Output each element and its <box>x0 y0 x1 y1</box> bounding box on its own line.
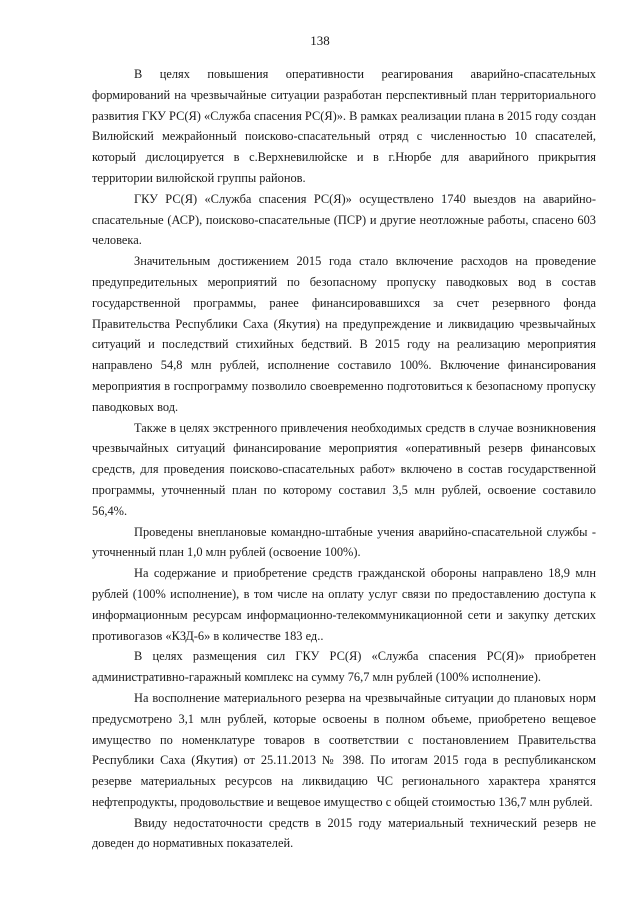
paragraph-rescue-development-plan: В целях повышения оперативности реагирования аварийно-спасательных формирований на чрезвычайные ситуации разработан перспективный план территориального развития ГКУ РС(Я) «Служба спасения РС(Я)». В рамках реализации плана в 2015 году создан Вилюйский межрайонный поисково-спасательный отряд с численностью 10 спасателей, который дислоцируется в с.Верхневилюйске и в г.Нюрбе для аварийного прикрытия территории вилюйской группы районов. <box>92 67 596 185</box>
paragraph-flood-prevention-funding: Значительным достижением 2015 года стало включение расходов на проведение предупредительных мероприятий по безопасному пропуску паводковых вод в состав государственной программы, ранее финансировавшихся за счет резервного фонда Правительства Республики Саха (Якутия) на предупреждение и ликвидацию чрезвычайных ситуаций и последствий стихийных бедствий. В 2015 году на реализацию мероприятия направлено 54,8 млн рублей, исполнение составило 100%. Включение финансирования мероприятия в госпрограмму позволило своевременно подготовиться к безопасному пропуску паводковых вод. <box>92 254 596 414</box>
paragraph-garage-complex: В целях размещения сил ГКУ РС(Я) «Служба спасения РС(Я)» приобретен административно-гаражный комплекс на сумму 76,7 млн рублей (100% исполнение). <box>92 649 596 685</box>
document-body <box>92 64 596 854</box>
paragraph-rescue-operations-count: ГКУ РС(Я) «Служба спасения РС(Я)» осуществлено 1740 выездов на аварийно-спасательные (АСР), поисково-спасательные (ПСР) и другие неотложные работы, спасено 603 человека. <box>92 191 596 248</box>
paragraph-material-reserve: На восполнение материального резерва на чрезвычайные ситуации до плановых норм предусмотрено 3,1 млн рублей, которые освоены в полном объеме, приобретено вещевое имущество по номенклатуре товаров в соответствии с постановлением Правительства Республики Саха (Якутия) от 25.11.2013 № 398. По итогам 2015 года в республиканском резерве материальных ресурсов на ликвидацию ЧС регионального характера хранятся нефтепродукты, продовольствие и вещевое имущество с общей стоимостью 136,7 млн рублей. <box>92 690 596 809</box>
paragraph-operational-reserve: Также в целях экстренного привлечения необходимых средств в случае возникновения чрезвычайных ситуаций финансирование мероприятия «оперативный резерв финансовых средств, для проведения поисково-спасательных работ» включено в состав государственной программы, уточненный план по которому составил 3,5 млн рублей, освоение составило 56,4%. <box>92 420 596 518</box>
paragraph-command-exercises: Проведены внеплановые командно-штабные учения аварийно-спасательной службы - уточненный план 1,0 млн рублей (освоение 100%). <box>92 524 596 560</box>
page-number: 138 <box>310 33 330 48</box>
paragraph-civil-defense-funding: На содержание и приобретение средств гражданской обороны направлено 18,9 млн рублей (100% исполнение), в том числе на оплату услуг связи по предоставлению доступа к информационным ресурсам информационно-телекоммуникационной сети и закупку детских противогазов «КЗД-6» в количестве 183 ед.. <box>92 566 596 643</box>
paragraph-reserve-shortfall: Ввиду недостаточности средств в 2015 году материальный технический резерв не доведен до нормативных показателей. <box>92 815 596 851</box>
